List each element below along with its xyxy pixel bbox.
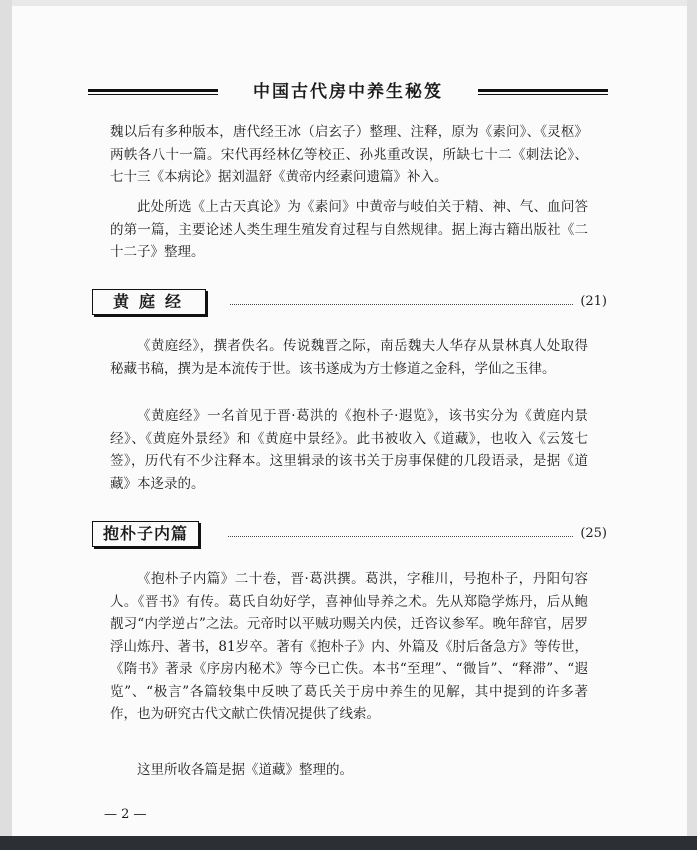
paragraph: 《黄庭经》，撰者佚名。传说魏晋之际，南岳魏夫人华存从景林真人处取得秘藏书稿，撰为是本流传于世。该书遂成为方士修道之金科，学仙之玉律。 xyxy=(110,338,588,377)
section-heading-baopuzi xyxy=(92,521,607,547)
paragraph: 这里所收各篇是据《道藏》整理的。 xyxy=(137,762,353,778)
running-header xyxy=(88,80,608,104)
paragraph: 此处所选《上古天真论》为《素问》中黄帝与岐伯关于精、神、气、血问答的第一篇，主要论述人类生理生殖发育过程与自然规律。据上海古籍出版社《二十二子》整理。 xyxy=(110,199,588,260)
page-reference: (21) xyxy=(580,294,607,309)
section-title: 黄庭经 xyxy=(92,289,206,315)
viewer-bottom-bar xyxy=(0,836,697,850)
paragraph: 魏以后有多种版本，唐代经王冰（启玄子）整理、注释，原为《素问》、《灵枢》两帙各八十一篇。宋代再经林亿等校正、孙兆重改误，所缺七十二《刺法论》、七十三《本病论》据刘温舒《黄帝内经素问遗篇》补入。 xyxy=(110,124,588,185)
page-top-edge xyxy=(0,0,697,6)
page-reference: (25) xyxy=(580,526,607,541)
section-heading-huangtingjing xyxy=(92,289,607,315)
section-title: 抱朴子内篇 xyxy=(92,521,199,547)
page-number: — 2 — xyxy=(104,807,147,822)
page-right-edge xyxy=(687,0,697,850)
header-title: 中国古代房中养生秘笈 xyxy=(253,82,443,102)
dot-leader xyxy=(230,304,573,305)
header-rule-right xyxy=(478,89,608,95)
dot-leader xyxy=(228,536,573,537)
paragraph: 《抱朴子内篇》二十卷，晋·葛洪撰。葛洪，字稚川，号抱朴子，丹阳句容人。《晋书》有传。葛氏自幼好学，喜神仙导养之术。先从郑隐学炼丹，后从鲍靓习“内学逆占”之法。元帝时以平贼功赐关内侯，迁咨议参军。晚年辞官，居罗浮山炼丹、著书，81岁卒。著有《抱朴子》内、外篇及《肘后备急方》等传世，《隋书》著录《序房内秘术》等今已亡佚。本书“至理”、“微旨”、“释滞”、“遐览”、“极言”各篇较集中反映了葛氏关于房中养生的见解，其中提到的许多著作，也为研究古代文献亡佚情况提供了线索。 xyxy=(110,571,588,722)
paragraph: 《黄庭经》一名首见于晋·葛洪的《抱朴子·遐览》，该书实分为《黄庭内景经》、《黄庭外景经》和《黄庭中景经》。此书被收入《道藏》，也收入《云笈七签》，历代有不少注释本。这里辑录的该书关于房事保健的几段语录，是据《道藏》本迻录的。 xyxy=(110,408,588,492)
page-left-edge xyxy=(0,0,12,850)
